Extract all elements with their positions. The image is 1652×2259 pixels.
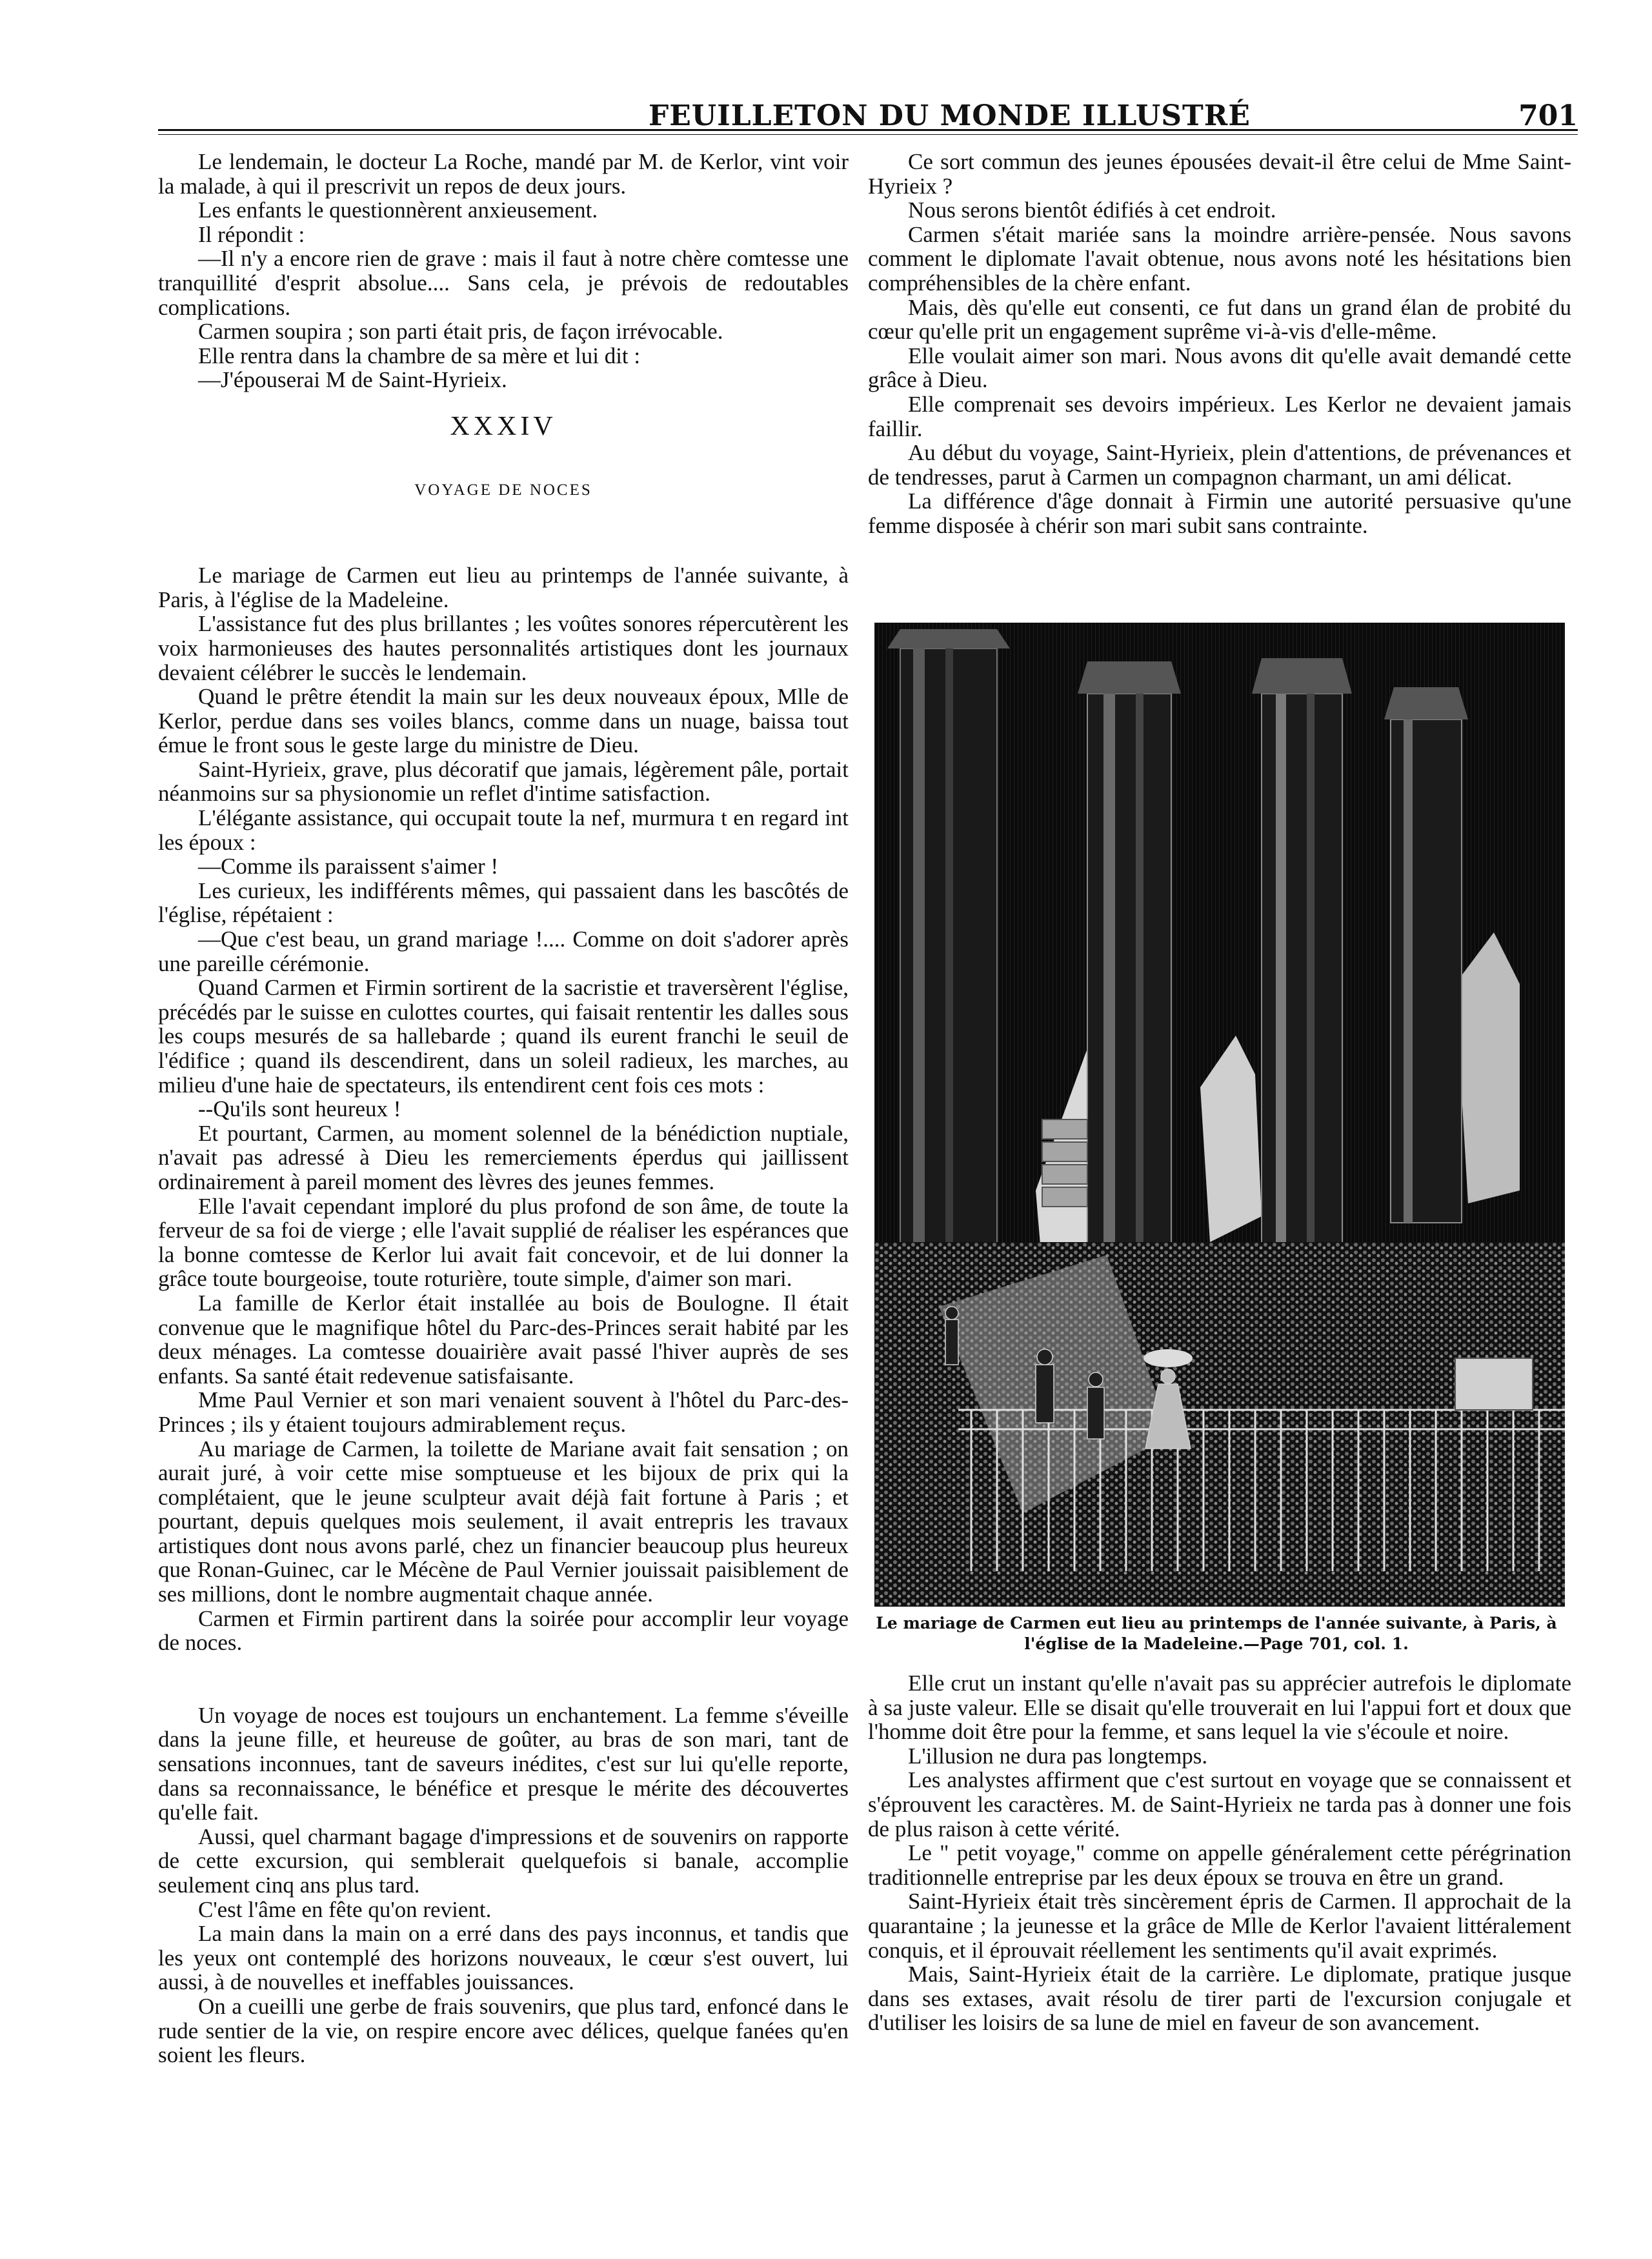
section-break xyxy=(158,1655,849,1703)
header-rule-thin xyxy=(158,134,1578,135)
paragraph: Les enfants le questionnèrent anxieusement. xyxy=(198,197,598,223)
paragraph: Elle voulait aimer son mari. Nous avons dit qu'elle avait demandé cette grâce à Dieu. xyxy=(868,343,1571,393)
illustration-caption: Le mariage de Carmen eut lieu au printemps de l'année suivante, à Paris, à l'église de la Madeleine.—Page 701, col. 1. xyxy=(876,1614,1557,1653)
paragraph: Au début du voyage, Saint-Hyrieix, plein d'attentions, de prévenances et de tendresses, parut à Carmen un compagnon charmant, un ami délicat. xyxy=(868,440,1571,490)
paragraph: L'assistance fut des plus brillantes ; les voûtes sonores répercutèrent les voix harmonieuses des hautes personnalités artistiques dont les journaux devaient célébrer le succès le lendemain. xyxy=(158,611,849,685)
running-header xyxy=(158,97,1578,139)
paragraph: Nous serons bientôt édifiés à cet endroit. xyxy=(908,197,1276,223)
paragraph: Carmen et Firmin partirent dans la soirée pour accomplir leur voyage de noces. xyxy=(158,1605,849,1656)
paragraph: Saint-Hyrieix, grave, plus décoratif que jamais, légèrement pâle, portait néanmoins sur sa physionomie un reflet d'intime satisfaction. xyxy=(158,756,849,807)
paragraph: Saint-Hyrieix était très sincèrement épris de Carmen. Il approchait de la quarantaine ; la jeunesse et la grâce de Mlle de Kerlor l'avaient littéralement conquis, et il éprouvait réellement les sentiments qu'il avait exprimés. xyxy=(868,1889,1571,1963)
paragraph: La différence d'âge donnait à Firmin une autorité persuasive qu'une femme disposée à chérir son mari subit sans contrainte. xyxy=(868,488,1571,538)
paragraph: --Qu'ils sont heureux ! xyxy=(198,1096,401,1122)
paragraph: Les curieux, les indifférents mêmes, qui passaient dans les bascôtés de l'église, répétaient : xyxy=(158,878,849,928)
right-column-bottom xyxy=(868,1671,1571,2035)
paragraph: Quand le prêtre étendit la main sur les deux nouveaux époux, Mlle de Kerlor, perdue dans ses voiles blancs, comme dans un nuage, baissa tout émue le front sous le geste large du ministre de Dieu. xyxy=(158,684,849,758)
page-number: 701 xyxy=(1518,99,1578,132)
paragraph: Mme Paul Vernier et son mari venaient souvent à l'hôtel du Parc-des-Princes ; ils y étaient toujours admirablement reçus. xyxy=(158,1387,849,1437)
header-rule xyxy=(158,129,1578,131)
engraving-drawing xyxy=(874,623,1565,1607)
paragraph: Le lendemain, le docteur La Roche, mandé par M. de Kerlor, vint voir la malade, à qui il prescrivit un repos de deux jours. xyxy=(158,149,849,199)
paragraph: Mais, dès qu'elle eut consenti, ce fut dans un grand élan de probité du cœur qu'elle prit un engagement suprême vi-à-vis d'elle-même. xyxy=(868,294,1571,345)
chapter-number: XXXIV xyxy=(450,411,557,441)
paragraph: —J'épouserai M de Saint-Hyrieix. xyxy=(198,367,507,393)
paragraph: Carmen s'était mariée sans la moindre arrière-pensée. Nous savons comment le diplomate l'avait obtenue, nous avons noté les hésitations bien compréhensibles de la chère enfant. xyxy=(868,221,1571,296)
paragraph: Un voyage de noces est toujours un enchantement. La femme s'éveille dans la jeune fille, et heureuse de goûter, au bras de son mari, tant de sensations inconnues, tant de saveurs inédites, c'est sur lui qu'elle reporte, dans sa reconnaissance, le bénéfice et presque le mérite des découvertes qu'elle fait. xyxy=(158,1702,849,1825)
paragraph: Il répondit : xyxy=(198,221,305,247)
paragraph: —Que c'est beau, un grand mariage !.... Comme on doit s'adorer après une pareille cérémonie. xyxy=(158,927,849,976)
paragraph: C'est l'âme en fête qu'on revient. xyxy=(198,1896,492,1922)
paragraph: Carmen soupira ; son parti était pris, de façon irrévocable. xyxy=(198,319,723,345)
journal-title: FEUILLETON DU MONDE ILLUSTRÉ xyxy=(649,99,1251,132)
paragraph: On a cueilli une gerbe de frais souvenirs, que plus tard, enfoncé dans le rude sentier de la vie, on respire encore avec délices, quelque fanées qu'en soient les fleurs. xyxy=(158,1993,849,2068)
chapter-title: VOYAGE DE NOCES xyxy=(414,481,592,499)
paragraph: Aussi, quel charmant bagage d'impressions et de souvenirs on rapporte de cette excursion, qui semblerait quelquefois si banale, accomplie seulement cinq ans plus tard. xyxy=(158,1823,849,1898)
paragraph: Elle rentra dans la chambre de sa mère et lui dit : xyxy=(198,343,641,368)
paragraph: Elle l'avait cependant imploré du plus profond de son âme, de toute la ferveur de sa foi de vierge ; elle l'avait supplié de réaliser les espérances que la bonne comtesse de Kerlor lui avait fait concevoir, et de lui donner la grâce toute bourgeoise, toute roturière, toute simple, d'aimer son mari. xyxy=(158,1193,849,1292)
carriage xyxy=(1455,1358,1533,1410)
paragraph: Et pourtant, Carmen, au moment solennel de la bénédiction nuptiale, n'avait pas adressé à Dieu les remerciements éperdus qui jaillissent ordinairement à pareil moment des lèvres des jeunes femmes. xyxy=(158,1120,849,1194)
paragraph: Les analystes affirment que c'est surtout en voyage que se connaissent et s'éprouvent les caractères. M. de Saint-Hyrieix ne tarda pas à donner une fois de plus raison à cette vérité. xyxy=(868,1767,1571,1842)
paragraph: Elle crut un instant qu'elle n'avait pas su apprécier autrefois le diplomate à sa juste valeur. Elle se disait qu'elle trouverait en lui l'appui fort et doux que l'homme doit être pour la femme, et sans lequel la vie s'écoule et noire. xyxy=(868,1671,1571,1745)
paragraph: Mais, Saint-Hyrieix était de la carrière. Le diplomate, pratique jusque dans ses extases, avait résolu de tirer parti de l'excursion conjugale et d'utiliser les loisirs de sa lune de miel en faveur de son avancement. xyxy=(868,1962,1571,2036)
right-column-top xyxy=(868,150,1571,538)
parasol xyxy=(1143,1349,1193,1367)
left-column xyxy=(158,150,849,2067)
paragraph: —Il n'y a encore rien de grave : mais il faut à notre chère comtesse une tranquillité d'esprit absolue.... Sans cela, je prévois de redoutables complications. xyxy=(158,246,849,320)
paragraph: Le " petit voyage," comme on appelle généralement cette pérégrination traditionnelle entreprise par les deux époux se trouva en être un grand. xyxy=(868,1840,1571,1890)
paragraph: La famille de Kerlor était installée au bois de Boulogne. Il était convenue que le magnifique hôtel du Parc-des-Princes serait habité par les deux ménages. La comtesse douairière avait passé l'hiver auprès de ses enfants. Sa santé était redevenue satisfaisante. xyxy=(158,1290,849,1389)
paragraph: Le mariage de Carmen eut lieu au printemps de l'année suivante, à Paris, à l'église de la Madeleine. xyxy=(158,563,849,612)
engraving-madeleine-wedding xyxy=(874,623,1565,1607)
paragraph: L'illusion ne dura pas longtemps. xyxy=(908,1743,1208,1769)
paragraph: Ce sort commun des jeunes épousées devait-il être celui de Mme Saint-Hyrieix ? xyxy=(868,149,1571,199)
paragraph: —Comme ils paraissent s'aimer ! xyxy=(198,854,499,879)
paragraph: Au mariage de Carmen, la toilette de Mariane avait fait sensation ; on aurait juré, à voir cette mise somptueuse et les bijoux de prix qui la complétaient, que le jeune sculpteur avait déjà fait fortune à Paris ; et pourtant, depuis quelques mois seulement, il avait entrepris les travaux artistiques dont nous avons parlé, chez un financier beaucoup plus heureux que Ronan-Guinec, car le Mécène de Paul Vernier jouissait paisiblement de ses millions, dont le nombre augmentait chaque année. xyxy=(158,1436,849,1607)
paragraph: Quand Carmen et Firmin sortirent de la sacristie et traversèrent l'église, précédés par le suisse en culottes courtes, qui faisait rententir les dalles sous les coups mesurés de sa hallebarde ; quand ils eurent franchi le seuil de l'édifice ; quand ils descendirent, dans un soleil radieux, les marches, au milieu d'une haie de spectateurs, ils entendirent cent fois ces mots : xyxy=(158,975,849,1098)
paragraph: L'élégante assistance, qui occupait toute la nef, murmura t en regard int les époux : xyxy=(158,805,849,855)
paragraph: Elle comprenait ses devoirs impérieux. Les Kerlor ne devaient jamais faillir. xyxy=(868,391,1571,441)
paragraph: La main dans la main on a erré dans des pays inconnus, et tandis que les yeux ont contemplé des horizons nouveaux, le cœur s'est ouvert, lui aussi, à de nouvelles et ineffables jouissances. xyxy=(158,1921,849,1995)
